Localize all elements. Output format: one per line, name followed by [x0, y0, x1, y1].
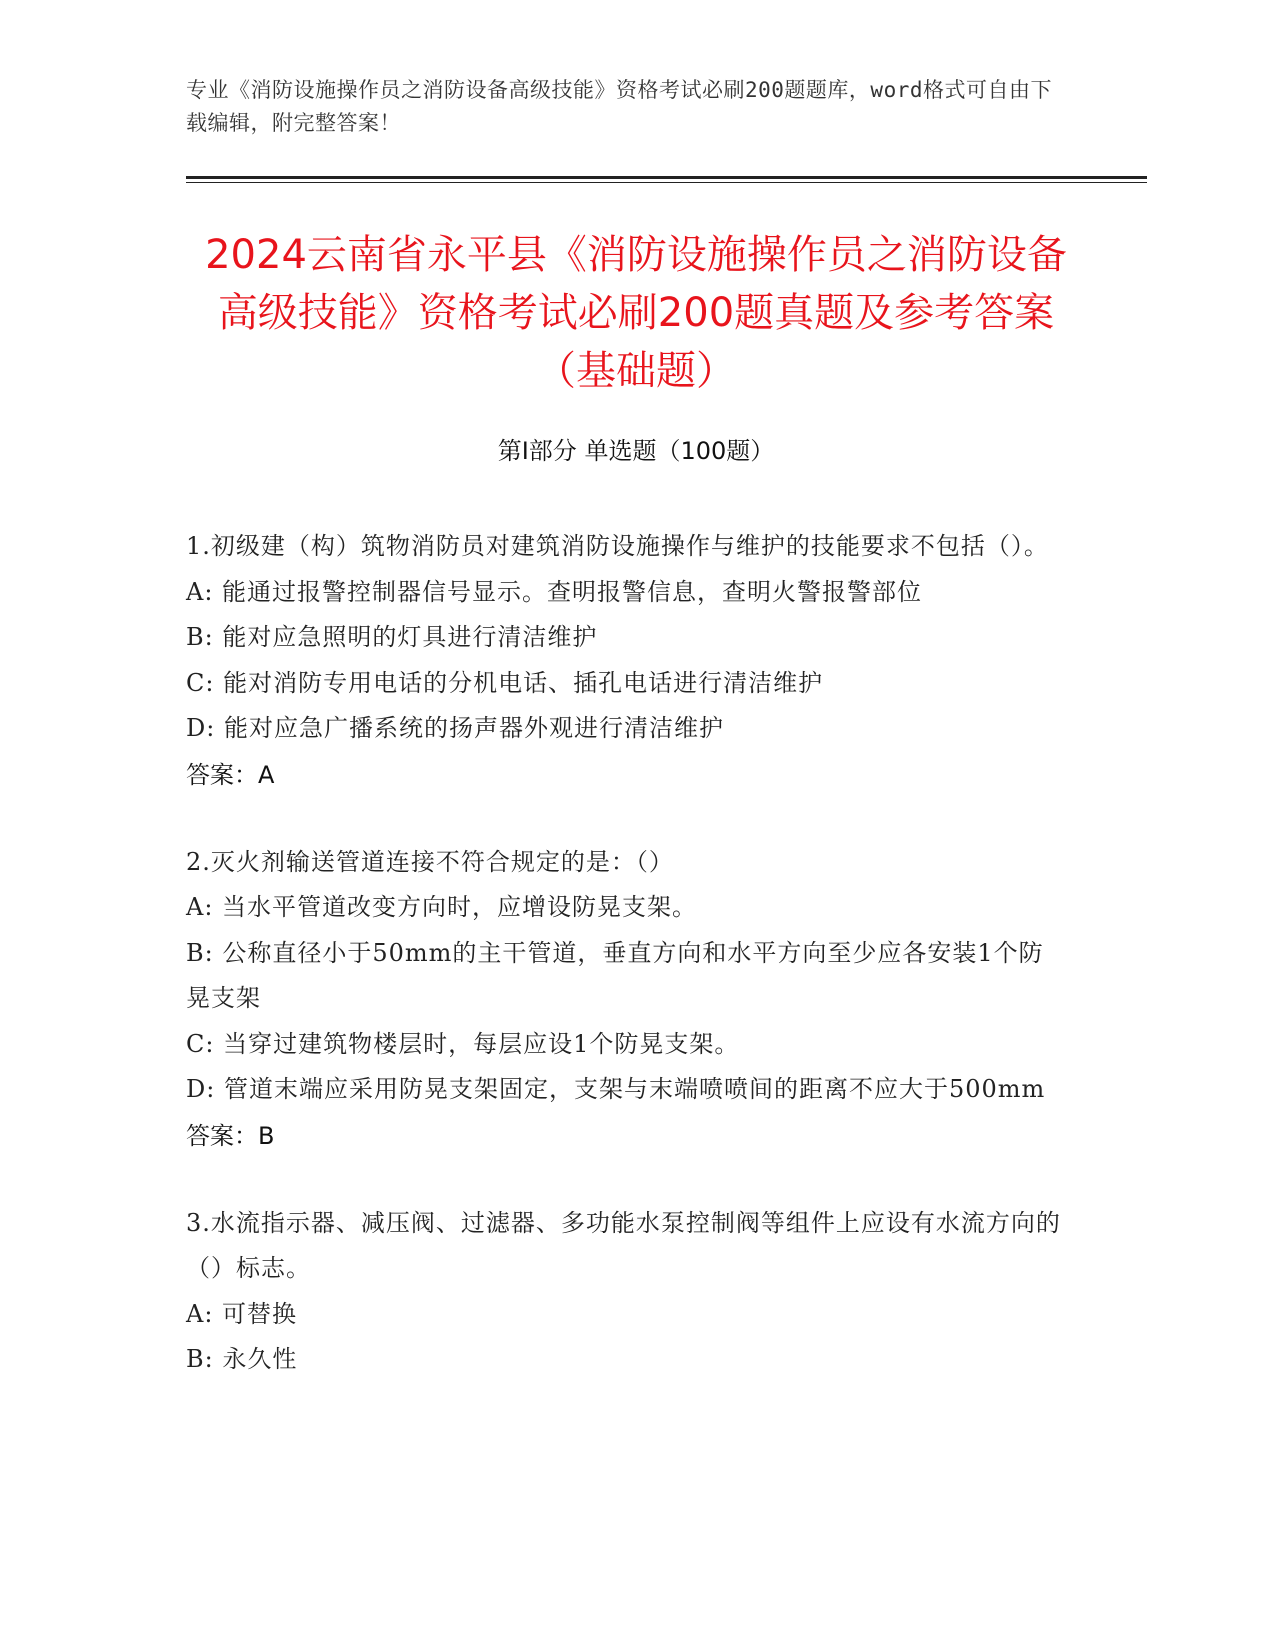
answer: 答案：A [186, 760, 275, 789]
document-title: 2024云南省永平县《消防设施操作员之消防设备高级技能》资格考试必刷200题真题及参考答案（基础题） [205, 232, 1067, 394]
question-1 [186, 524, 1066, 798]
question-stem: 1.初级建（构）筑物消防员对建筑消防设施操作与维护的技能要求不包括（）。 [186, 532, 1049, 560]
option-d: D: 能对应急广播系统的扬声器外观进行清洁维护 [186, 714, 724, 742]
option-b: B: 能对应急照明的灯具进行清洁维护 [186, 623, 598, 651]
section-heading: 第I部分 单选题（100题） [497, 437, 775, 465]
answer: 答案：B [186, 1121, 275, 1150]
option-a: A: 能通过报警控制器信号显示。查明报警信息，查明火警报警部位 [186, 577, 923, 606]
question-3 [186, 1201, 1066, 1383]
header-divider-thick [186, 176, 1147, 179]
option-a: A: 当水平管道改变方向时，应增设防晃支架。 [186, 893, 698, 921]
question-stem: 3.水流指示器、减压阀、过滤器、多功能水泵控制阀等组件上应设有水流方向的（）标志。 [186, 1208, 1061, 1282]
option-a: A: 可替换 [186, 1299, 298, 1328]
question-list [186, 524, 1066, 1425]
question-2 [186, 840, 1066, 1159]
header-divider-thin [186, 182, 1147, 183]
option-b: B: 永久性 [186, 1345, 298, 1373]
option-d: D: 管道末端应采用防晃支架固定，支架与末端喷喷间的距离不应大于500mm [186, 1075, 1046, 1103]
option-c: C: 能对消防专用电话的分机电话、插孔电话进行清洁维护 [186, 668, 824, 697]
header-note: 专业《消防设施操作员之消防设备高级技能》资格考试必刷200题题库，word格式可自由下载编辑，附完整答案！ [186, 78, 1052, 135]
option-b: B: 公称直径小于50mm的主干管道，垂直方向和水平方向至少应各安装1个防晃支架 [186, 938, 1044, 1012]
option-c: C: 当穿过建筑物楼层时，每层应设1个防晃支架。 [186, 1029, 740, 1058]
question-stem: 2.灭火剂输送管道连接不符合规定的是：（） [186, 847, 674, 876]
